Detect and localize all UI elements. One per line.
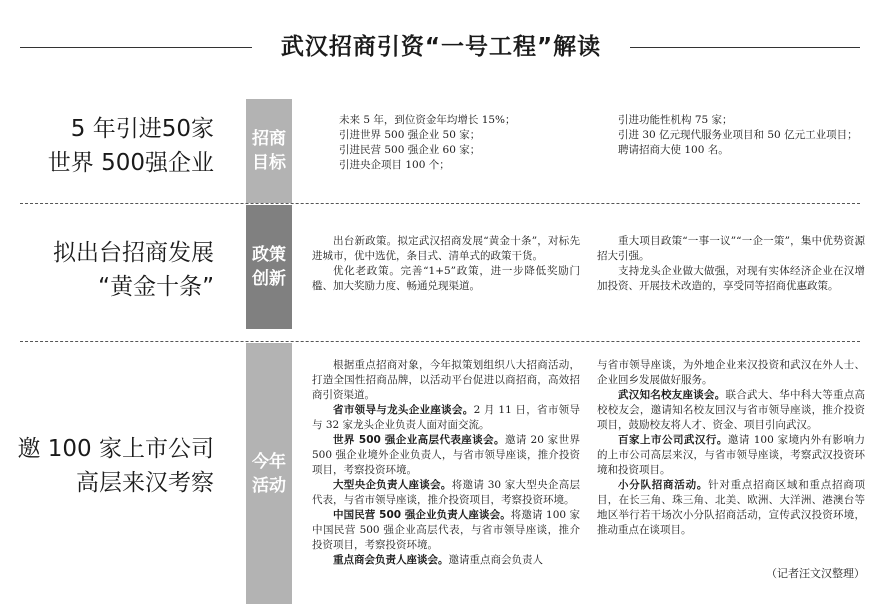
activity-item-text: 2 月 11 日，省市领导与 32 家龙头企业负责人面对面交流。 (312, 404, 581, 431)
section-1-right-line: 聘请招商大使 100 名。 (618, 144, 729, 156)
section-3-badge-line-1: 今年 (252, 451, 286, 472)
section-3-left-column (312, 358, 580, 568)
activity-item-text: 邀请 20 家世界 500 强企业境外企业负责人，与省市领导座谈，推介投资项目，考察投资环境。 (312, 434, 580, 476)
activity-item-title: 省市领导与龙头企业座谈会。 (333, 404, 474, 416)
section-2-right-para: 支持龙头企业做大做强，对现有实体经济企业在汉增加投资、开展技术改造的，享受同等招商优惠政策。 (597, 265, 865, 292)
section-3-badge-line-2: 活动 (252, 475, 286, 496)
activity-item-text: 将邀请 100 家中国民营 500 强企业高层代表，与省市领导座谈，推介投资项目，考察投资环境。 (312, 509, 581, 551)
section-1-badge-line-1: 招商 (252, 129, 286, 149)
title-rule-left (20, 47, 252, 48)
section-1-right-line: 引进 30 亿元现代服务业项目和 50 亿元工业项目； (618, 129, 858, 141)
section-2-right-para: 重大项目政策“一事一议”“一企一策”，集中优势资源招大引强。 (597, 235, 865, 262)
activity-item-text: 邀请重点商会负责人 (448, 554, 543, 566)
activity-item (312, 508, 580, 553)
section-2-left-para: 优化老政策。完善“1+5”政策，进一步降低奖励门槛、加大奖励力度、畅通兑现渠道。 (312, 265, 580, 292)
activity-item-title: 武汉知名校友座谈会。 (618, 389, 726, 401)
section-1-left-column (318, 113, 580, 173)
section-3-intro: 根据重点招商对象，今年拟策划组织八大招商活动，打造全国性招商品牌，以活动平台促进以商招商，高效招商引资渠道。 (312, 359, 580, 401)
section-2-headline-line-1: 拟出台招商发展 (53, 240, 214, 266)
section-3-headline-line-2: 高层来汉考察 (76, 470, 214, 496)
section-2-badge (246, 205, 292, 329)
section-1-left-line: 引进世界 500 强企业 50 家； (339, 129, 481, 141)
section-1-right-line: 引进功能性机构 75 家； (618, 114, 733, 126)
activity-item (597, 433, 865, 478)
section-3-headline (17, 432, 214, 500)
section-2-badge-line-1: 政策 (252, 245, 286, 265)
section-1-left-line: 未来 5 年，到位资金年均增长 15%； (339, 114, 516, 126)
section-3-headline-line-1: 邀 100 家上市公司 (17, 436, 214, 462)
activity-item-continuation: 与省市领导座谈，为外地企业来汉投资和武汉在外人士、企业回乡发展做好服务。 (597, 359, 865, 386)
activity-item (312, 403, 580, 433)
activity-item (597, 478, 865, 538)
activity-item-title: 重点商会负责人座谈会。 (333, 554, 449, 566)
activity-item (312, 433, 580, 478)
activity-item-text: 联合武大、华中科大等重点高校校友会，邀请知名校友回汉与省市领导座谈，推介投资项目，鼓励校友将人才、资金、项目引向武汉。 (597, 389, 865, 431)
activity-item-title: 百家上市公司武汉行。 (618, 434, 728, 446)
activity-item-text: 将邀请 30 家大型央企高层代表，与省市领导座谈，推介投资项目，考察投资环境。 (312, 479, 580, 506)
section-1-right-column (597, 113, 865, 158)
activity-item (312, 553, 580, 568)
activity-item-title: 中国民营 500 强企业负责人座谈会。 (333, 509, 511, 521)
activity-item-text: 邀请 100 家境内外有影响力的上市公司高层来汉，与省市领导座谈，考察武汉投资环境和投资项目。 (597, 434, 866, 476)
section-3-badge (246, 343, 292, 604)
section-2-badge-line-2: 创新 (252, 269, 286, 289)
title-rule-right (630, 47, 860, 48)
section-1-badge (246, 99, 292, 203)
activity-item-title: 世界 500 强企业高层代表座谈会。 (333, 434, 505, 446)
section-1-headline-line-1: 5 年引进50家 (70, 116, 214, 142)
activity-item-text: 针对重点招商区域和重点招商项目，在长三角、珠三角、北美、欧洲、大洋洲、港澳台等地区举行若干场次小分队招商活动，宣传武汉投资环境，推动重点在谈项目。 (597, 479, 866, 536)
section-1-left-line: 引进央企项目 100 个； (339, 159, 450, 171)
activity-item-title: 小分队招商活动。 (618, 479, 709, 491)
activity-item-title: 大型央企负责人座谈会。 (333, 479, 452, 491)
section-2-left-para: 出台新政策。拟定武汉招商发展“黄金十条”，对标先进城市，优中选优，条目式、清单式的政策干货。 (312, 235, 580, 262)
section-divider-1 (20, 203, 860, 204)
section-1-left-line: 引进民营 500 强企业 60 家； (339, 144, 481, 156)
section-3-right-column (597, 358, 865, 538)
section-2-left-column (312, 234, 580, 294)
reporter-credit: （记者汪文汉整理） (766, 567, 865, 580)
page-title: 武汉招商引资“一号工程”解读 (280, 34, 602, 60)
activity-item (312, 478, 580, 508)
section-2-headline (53, 236, 214, 304)
section-divider-2 (20, 341, 860, 342)
section-1-headline-line-2: 世界 500强企业 (47, 150, 214, 176)
activity-item (597, 388, 865, 433)
section-1-headline (48, 112, 214, 180)
section-1-badge-line-2: 目标 (252, 153, 286, 173)
section-2-right-column (597, 234, 865, 294)
section-2-headline-line-2: “黄金十条” (98, 274, 214, 300)
